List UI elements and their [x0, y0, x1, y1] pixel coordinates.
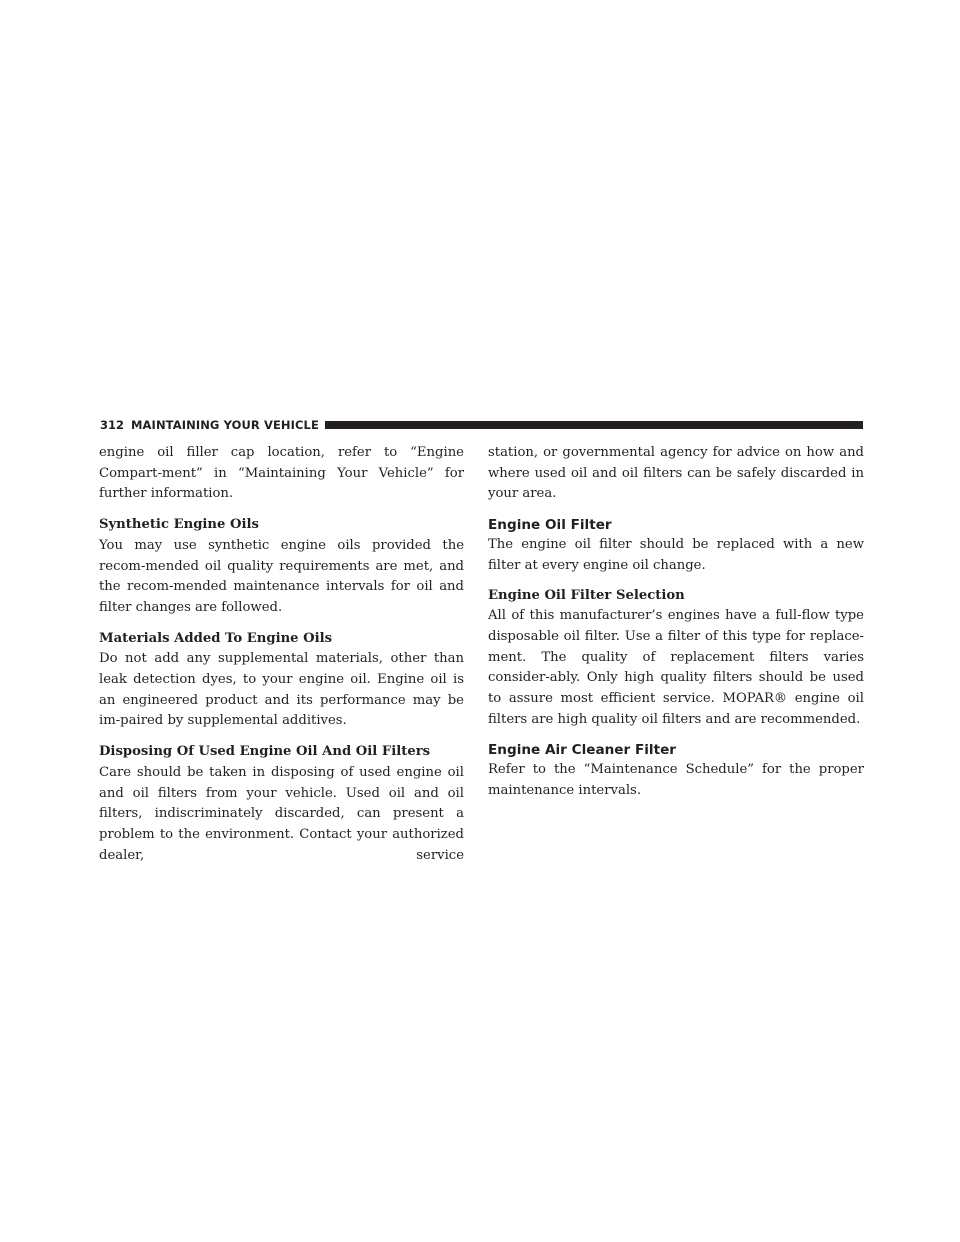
- synthetic-oils-heading: Synthetic Engine Oils: [99, 517, 259, 533]
- right-column: [488, 443, 864, 802]
- filter-selection-body: All of this manufacturer’s engines have a full-flow type disposable oil filter. Use a filter of this type for replace-ment. The quality of replacement filters varies consider-ably. Only high quality filters should be used to assure most efficient service. MOPAR® engine oil filters are high quality oil filters and are recommended.: [488, 608, 864, 727]
- synthetic-oils-body: You may use synthetic engine oils provided the recom-mended oil quality requirements are met, and the recom-mended maintenance intervals for oil and filter changes are followed.: [99, 537, 464, 615]
- materials-added-body: Do not add any supplemental materials, other than leak detection dyes, to your engine oil. Engine oil is an engineered product and its performance may be im-paired by supplemental additives.: [99, 651, 464, 729]
- intro-paragraph: engine oil filler cap location, refer to “Engine Compart-ment” in “Maintaining Your Vehicle” for further information.: [99, 445, 464, 502]
- filter-selection-heading: Engine Oil Filter Selection: [488, 587, 685, 603]
- disposing-continuation: station, or governmental agency for advice on how and where used oil and oil filters can be safely discarded in your area.: [488, 445, 864, 502]
- air-cleaner-filter-heading: Engine Air Cleaner Filter: [488, 742, 676, 759]
- header-rule: [325, 421, 863, 429]
- page-header: [100, 416, 863, 434]
- disposing-heading: Disposing Of Used Engine Oil And Oil Filters: [99, 744, 431, 760]
- disposing-body: Care should be taken in disposing of used engine oil and oil filters from your vehicle. Used oil and oil filters, indiscriminately discarded, can present a problem to the environment. Contact your authorized dealer, service: [99, 764, 464, 863]
- materials-added-heading: Materials Added To Engine Oils: [99, 630, 333, 646]
- engine-oil-filter-heading: Engine Oil Filter: [488, 517, 612, 534]
- engine-oil-filter-body: The engine oil filter should be replaced with a new filter at every engine oil change.: [488, 537, 864, 573]
- air-cleaner-filter-body: Refer to the “Maintenance Schedule” for the proper maintenance intervals.: [488, 762, 864, 799]
- page-number: 312: [100, 418, 125, 432]
- left-column: [99, 443, 464, 866]
- section-title: MAINTAINING YOUR VEHICLE: [131, 418, 319, 432]
